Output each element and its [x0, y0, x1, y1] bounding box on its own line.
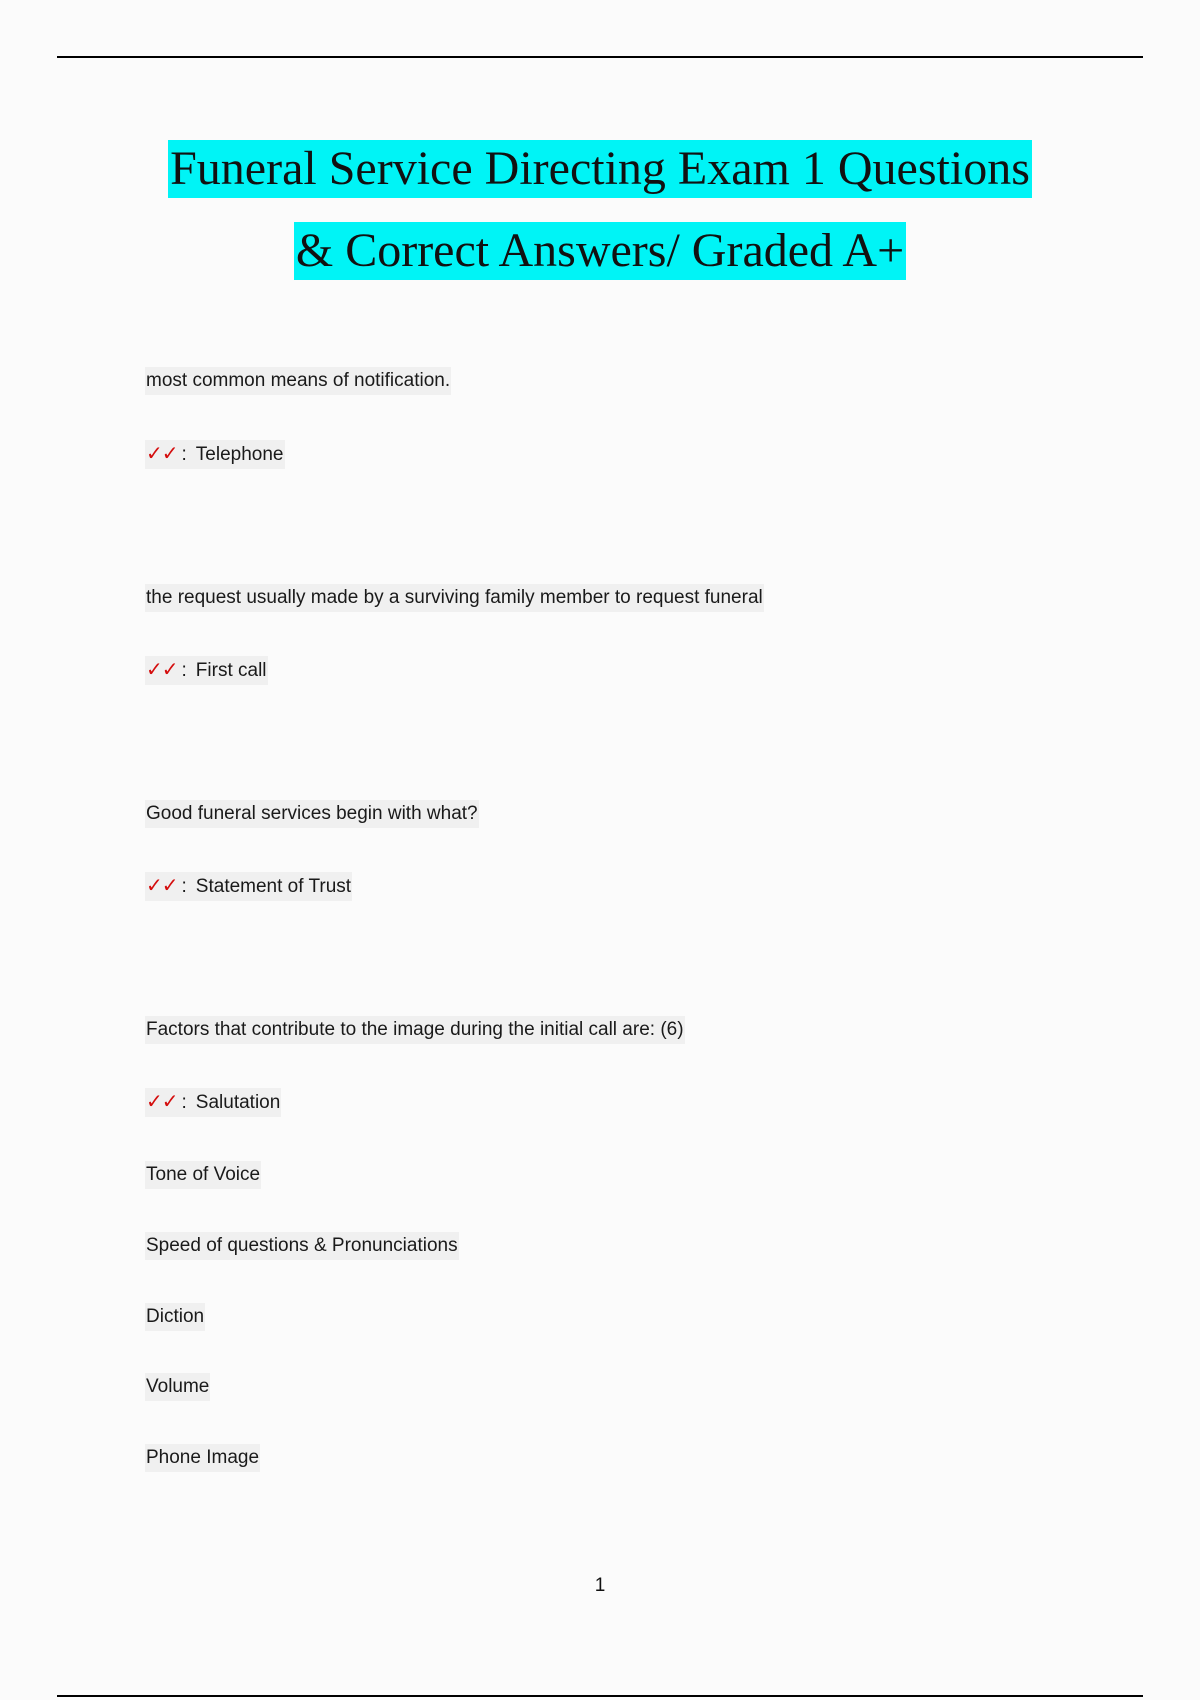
double-check-icon: ✓✓: [146, 1091, 178, 1113]
answer-3: ✓✓ : Statement of Trust: [145, 872, 352, 901]
question-text: the request usually made by a surviving family member to request funeral: [146, 587, 763, 608]
double-check-icon: ✓✓: [146, 443, 178, 465]
answer-text: First call: [195, 660, 267, 681]
question-4: [145, 1016, 685, 1044]
title-line-2: & Correct Answers/ Graded A+: [294, 222, 906, 280]
question-1: [145, 367, 451, 395]
answer-4-item: Speed of questions & Pronunciations: [145, 1232, 459, 1260]
header-rule: [57, 56, 1143, 58]
answer-4: ✓✓ : Salutation: [145, 1088, 281, 1117]
double-check-icon: ✓✓: [146, 659, 178, 681]
answer-2: ✓✓ : First call: [145, 656, 268, 685]
answer-1: ✓✓ : Telephone: [145, 440, 285, 469]
answer-4-item: Tone of Voice: [145, 1161, 261, 1189]
answer-text: Telephone: [195, 444, 284, 465]
double-check-icon: ✓✓: [146, 875, 178, 897]
page-number: 1: [594, 1575, 606, 1596]
question-text: Factors that contribute to the image during the initial call are: (6): [146, 1019, 684, 1040]
question-text: most common means of notification.: [146, 370, 451, 391]
question-2: [145, 584, 764, 612]
answer-4-item: Diction: [145, 1303, 205, 1331]
question-text: Good funeral services begin with what?: [146, 803, 478, 824]
question-3: [145, 800, 479, 828]
title-line-1: Funeral Service Directing Exam 1 Questions: [168, 140, 1032, 198]
answer-4-item: Phone Image: [145, 1444, 260, 1472]
footer-rule: [57, 1695, 1143, 1697]
document-title: [0, 140, 1200, 280]
answer-text: Statement of Trust: [195, 876, 352, 897]
answer-text: Salutation: [195, 1092, 281, 1113]
answer-4-item: Volume: [145, 1373, 210, 1401]
